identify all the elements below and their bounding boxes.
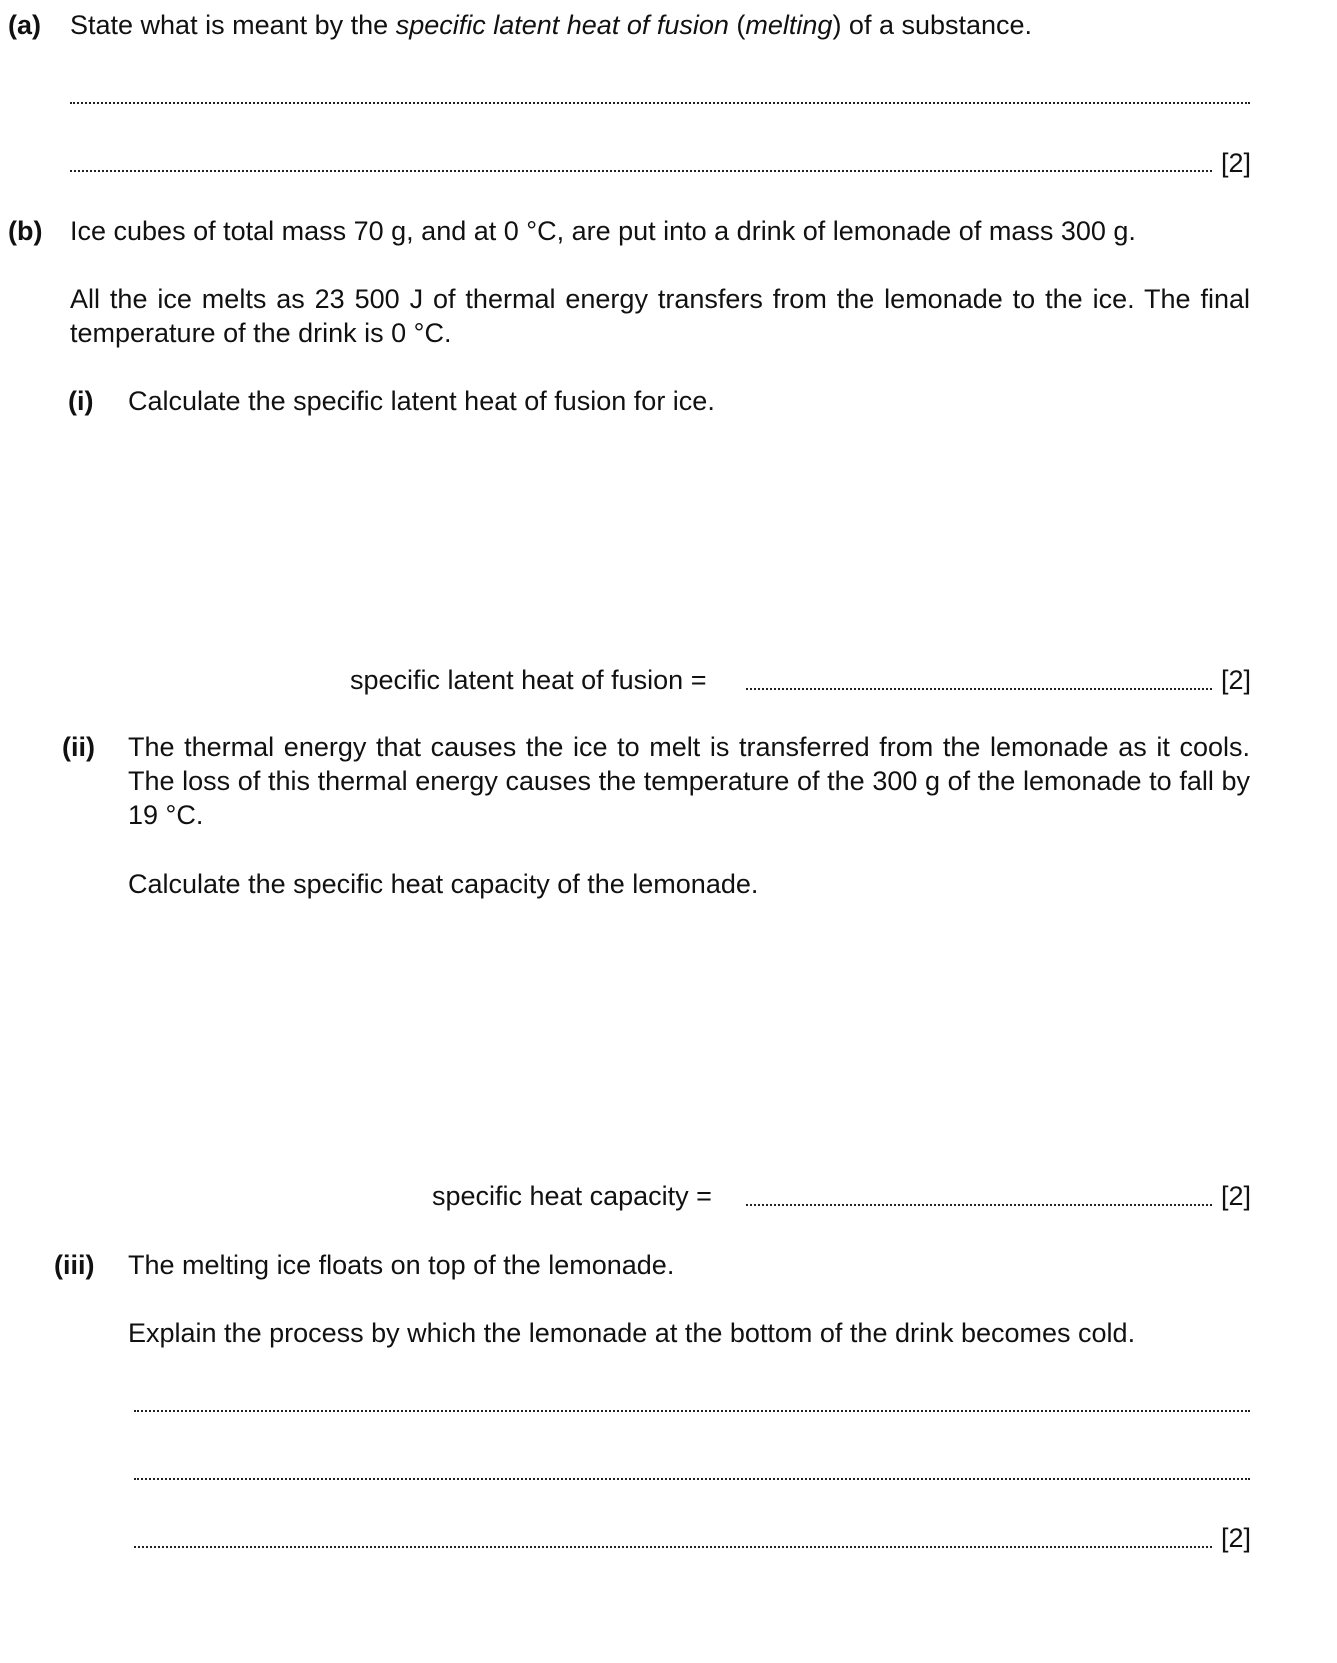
sub-iii-answer-line-1[interactable] xyxy=(134,1410,1250,1412)
part-a-label: (a) xyxy=(8,10,41,40)
part-b-intro: Ice cubes of total mass 70 g, and at 0 °C, are put into a drink of lemonade of mass 300 g. xyxy=(70,216,1136,246)
sub-i-answer-line[interactable] xyxy=(746,688,1212,690)
sub-iii-question: Explain the process by which the lemonade at the bottom of the drink becomes cold. xyxy=(128,1318,1136,1348)
sub-ii-marks: [2] xyxy=(1220,1181,1251,1211)
part-a-answer-line-1[interactable] xyxy=(70,102,1250,104)
part-b-label: (b) xyxy=(8,216,43,246)
sub-ii-context: The thermal energy that causes the ice to melt is transferred from the lemonade as it cools. The loss of this thermal energy causes the temperature of the 300 g of the lemonade to fall by 19 °C. xyxy=(128,732,1250,830)
sub-iii-answer-line-2[interactable] xyxy=(134,1478,1250,1480)
part-a-text-mid: ( xyxy=(728,10,746,40)
sub-ii-answer-line[interactable] xyxy=(746,1204,1212,1206)
part-a-question xyxy=(70,8,1032,42)
part-a-marks: [2] xyxy=(1220,148,1251,178)
sub-iii-answer-line-3[interactable] xyxy=(134,1546,1212,1548)
sub-i-answer-label: specific latent heat of fusion = xyxy=(350,665,707,695)
sub-iii-label: (iii) xyxy=(54,1250,95,1280)
part-b-info: All the ice melts as 23 500 J of thermal energy transfers from the lemonade to the ice. The final temperature of the drink is 0 °C. xyxy=(70,284,1250,348)
sub-i-label: (i) xyxy=(68,386,94,416)
part-a-answer-line-2[interactable] xyxy=(70,170,1212,172)
sub-i-marks: [2] xyxy=(1220,665,1251,695)
sub-ii-answer-label: specific heat capacity = xyxy=(432,1181,712,1211)
part-a-text-before: State what is meant by the xyxy=(70,10,396,40)
sub-iii-context: The melting ice floats on top of the lemonade. xyxy=(128,1250,675,1280)
sub-ii-label: (ii) xyxy=(62,732,95,762)
sub-ii-question: Calculate the specific heat capacity of the lemonade. xyxy=(128,869,759,899)
part-a-text-after: ) of a substance. xyxy=(832,10,1033,40)
part-a-italic-term: specific latent heat of fusion xyxy=(395,10,729,40)
sub-iii-marks: [2] xyxy=(1220,1523,1251,1553)
part-a-italic-melting: melting xyxy=(745,10,833,40)
sub-i-question: Calculate the specific latent heat of fusion for ice. xyxy=(128,386,715,416)
